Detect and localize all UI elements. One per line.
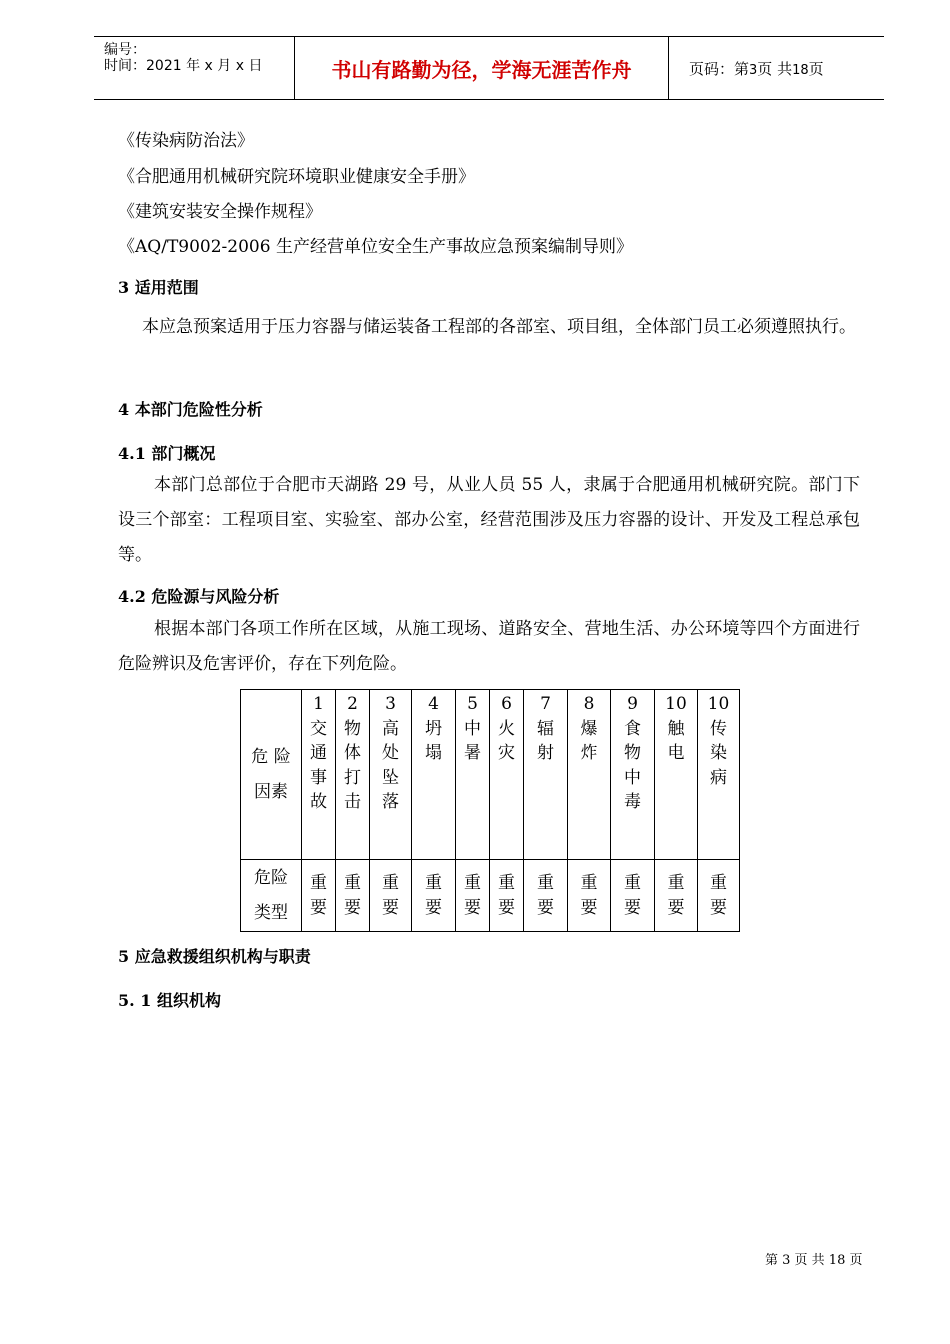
risk-type-value: 重 要: [344, 873, 361, 918]
reference-item: 《建筑安装安全操作规程》: [118, 202, 322, 222]
risk-type-label-line1: 危险: [254, 867, 288, 888]
header-page-number: [669, 37, 884, 99]
risk-type-label: [241, 860, 302, 932]
factor-number: 9: [627, 694, 638, 714]
risk-type-cell: [302, 860, 336, 932]
risk-type-cell: [412, 860, 456, 932]
risk-factor-cell: [412, 690, 456, 860]
header-code-label: 编号：: [104, 42, 146, 58]
page-header: [94, 36, 884, 100]
factor-number: 3: [385, 694, 396, 714]
factor-number: 2: [347, 694, 358, 714]
factor-number: 10: [665, 694, 687, 714]
risk-factor-cell: [490, 690, 524, 860]
factor-number: 10: [707, 694, 730, 714]
risk-factor-cell: [655, 690, 698, 860]
risk-type-cell: [524, 860, 568, 932]
risk-factor-cell: [524, 690, 568, 860]
risk-type-cell: [655, 860, 698, 932]
factor-number: 8: [583, 694, 595, 714]
page-footer: 第 3 页 共 18 页: [765, 1253, 863, 1268]
reference-item: 《传染病防治法》: [118, 131, 254, 151]
risk-type-value: 重 要: [624, 873, 641, 918]
header-page-suffix: 页: [808, 59, 824, 78]
factor-number: 4: [428, 694, 439, 714]
factor-name: 传 染 病: [710, 718, 727, 788]
header-page-total: 18: [792, 62, 809, 78]
risk-type-row: [241, 860, 740, 932]
risk-factor-cell: [568, 690, 611, 860]
section-3-body: 本应急预案适用于压力容器与储运装备工程部的各部室、项目组，全体部门员工必须遵照执行。: [142, 317, 856, 337]
header-page-mid: 页 共: [757, 59, 793, 78]
risk-factor-row: [241, 690, 740, 860]
risk-table: [240, 689, 740, 932]
risk-factor-cell: [611, 690, 655, 860]
factor-number: 6: [501, 694, 512, 714]
section-3-title: 3 适用范围: [118, 278, 199, 297]
risk-type-value: 重 要: [498, 873, 515, 918]
factor-name: 高 处 坠 落: [382, 718, 399, 812]
factor-name: 物 体 打 击: [344, 718, 361, 812]
header-meta: [94, 37, 295, 99]
header-time-label: 时间：2021 年 x 月 x 日: [104, 58, 263, 74]
section-4-1-body: 本部门总部位于合肥市天湖路 29 号，从业人员 55 人，隶属于合肥通用机械研究院。部门下设三个部室：工程项目室、实验室、部办公室，经营范围涉及压力容器的设计、开发及工程总承包等。: [118, 475, 860, 565]
risk-type-value: 重 要: [580, 873, 598, 918]
risk-type-cell: [456, 860, 490, 932]
risk-factor-label-line2: 因素: [254, 781, 288, 802]
risk-type-label-line2: 类型: [254, 902, 288, 923]
header-motto: 书山有路勤为径，学海无涯苦作舟: [295, 37, 669, 99]
reference-item: 《合肥通用机械研究院环境职业健康安全手册》: [118, 167, 475, 187]
risk-type-cell: [336, 860, 370, 932]
section-4-2-body: 根据本部门各项工作所在区域，从施工现场、道路安全、营地生活、办公环境等四个方面进行危险辨识及危害评价，存在下列危险。: [118, 619, 860, 674]
section-5-1-title: 5. 1 组织机构: [118, 991, 221, 1010]
risk-factor-cell: [698, 690, 740, 860]
risk-type-value: 重 要: [464, 873, 481, 918]
risk-factor-cell: [456, 690, 490, 860]
factor-name: 坍 塌: [425, 718, 442, 763]
factor-name: 火 灾: [498, 718, 515, 763]
section-5-title: 5 应急救援组织机构与职责: [118, 947, 311, 966]
risk-type-value: 重 要: [425, 873, 442, 918]
risk-type-cell: [611, 860, 655, 932]
risk-type-cell: [490, 860, 524, 932]
risk-factor-cell: [370, 690, 412, 860]
factor-name: 辐 射: [537, 718, 554, 763]
factor-number: 7: [540, 694, 551, 714]
factor-name: 触 电: [667, 718, 685, 763]
section-4-2-title: 4.2 危险源与风险分析: [118, 587, 280, 606]
risk-factor-cell: [302, 690, 336, 860]
header-page-current: 3: [749, 62, 758, 78]
risk-type-value: 重 要: [310, 873, 327, 918]
risk-type-cell: [370, 860, 412, 932]
risk-factor-cell: [336, 690, 370, 860]
factor-name: 中 暑: [464, 718, 481, 763]
factor-name: 交 通 事 故: [310, 718, 327, 812]
risk-type-value: 重 要: [382, 873, 399, 918]
factor-name: 爆 炸: [580, 718, 598, 763]
risk-type-value: 重 要: [667, 873, 685, 918]
risk-type-value: 重 要: [537, 873, 554, 918]
factor-number: 5: [467, 694, 478, 714]
risk-factor-label-line1: 危 险: [251, 746, 291, 767]
factor-name: 食 物 中 毒: [624, 718, 641, 812]
risk-type-value: 重 要: [710, 873, 727, 918]
risk-type-cell: [568, 860, 611, 932]
reference-item: 《AQ/T9002-2006 生产经营单位安全生产事故应急预案编制导则》: [118, 237, 633, 257]
factor-number: 1: [313, 694, 324, 714]
header-page-prefix: 页码：第: [689, 59, 750, 78]
section-4-title: 4 本部门危险性分析: [118, 400, 263, 419]
risk-type-cell: [698, 860, 740, 932]
risk-factor-label: [241, 690, 302, 860]
section-4-1-title: 4.1 部门概况: [118, 444, 216, 463]
